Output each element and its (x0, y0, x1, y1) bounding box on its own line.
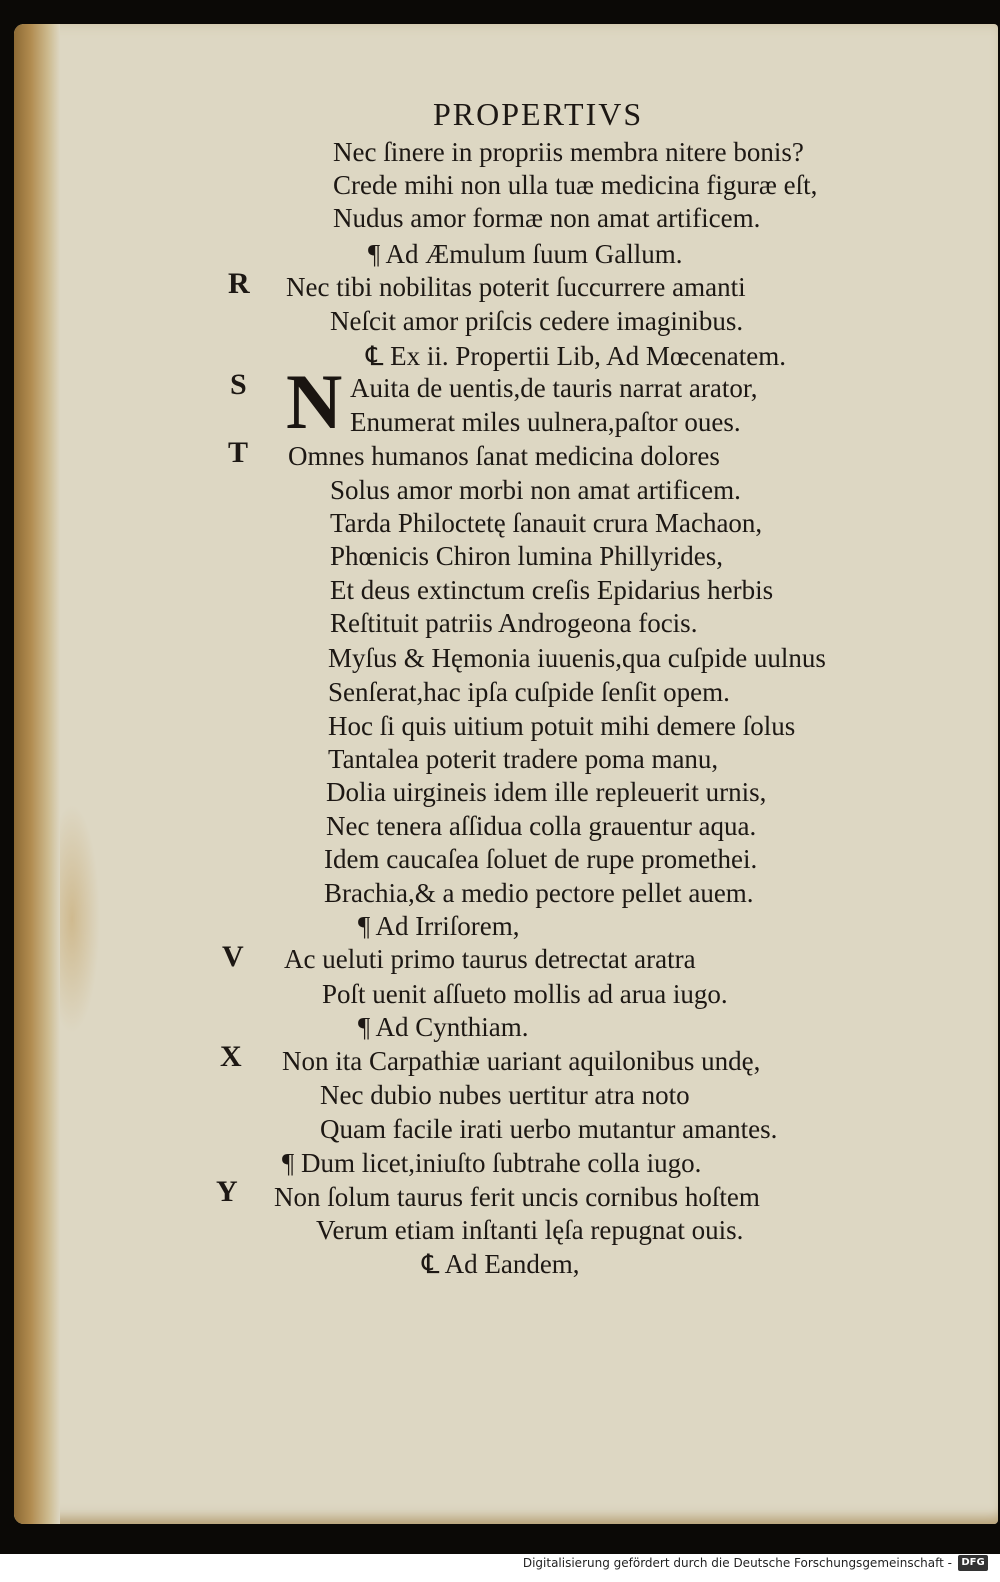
verse-line: Senſerat,hac ipſa cuſpide ſenſit opem. (328, 677, 730, 707)
verse-line: Tarda Philoctetę ſanauit crura Machaon, (330, 508, 763, 538)
margin-letter: X (220, 1040, 242, 1073)
verse-line: Neſcit amor priſcis cedere imaginibus. (330, 306, 744, 336)
verse-line: Dolia uirgineis idem ille repleuerit urnis, (326, 777, 767, 807)
margin-letter: R (228, 267, 250, 300)
verse-line: Auita de uentis,de tauris narrat arator, (350, 373, 758, 403)
verse-line: Phœnicis Chiron lumina Phillyrides, (330, 541, 724, 571)
page-stain (60, 804, 100, 1034)
margin-letter: S (230, 368, 247, 401)
verse-line: Nec ſinere in propriis membra nitere bonis? (333, 137, 804, 167)
verse-line: Crede mihi non ulla tuæ medicina figuræ eſt, (333, 170, 818, 200)
verse-line: Nec tibi nobilitas poterit ſuccurrere amanti (286, 272, 746, 302)
verse-line: Idem caucaſea ſoluet de rupe promethei. (324, 844, 758, 874)
verse-line: Ac ueluti primo taurus detrectat aratra (284, 944, 696, 974)
verse-line: Omnes humanos ſanat medicina dolores (288, 441, 720, 471)
verse-line: Non ſolum taurus ferit uncis cornibus hoſtem (274, 1182, 760, 1212)
verse-line: Verum etiam inſtanti lęſa repugnat ouis. (316, 1215, 744, 1245)
verse-line: Quam facile irati uerbo mutantur amantes. (320, 1114, 778, 1144)
running-title: PROPERTIVS (433, 96, 644, 132)
verse-line: Tantalea poterit tradere poma manu, (328, 744, 719, 774)
verse-line: Brachia,& a medio pectore pellet auem. (324, 878, 754, 908)
verse-line: Reſtituit patriis Androgeona focis. (330, 608, 698, 638)
funding-credit: Digitalisierung gefördert durch die Deutsche Forschungsgemeinschaft - (522, 1556, 952, 1570)
margin-letter: T (228, 436, 249, 469)
verse-line: Et deus extinctum creſis Epidarius herbis (330, 575, 774, 605)
verse-line: Solus amor morbi non amat artificem. (330, 475, 741, 505)
page-gutter-edge (14, 24, 60, 1524)
verse-line: Poſt uenit aſſueto mollis ad arua iugo. (322, 979, 728, 1009)
verse-line: Myſus & Hęmonia iuuenis,qua cuſpide uulnus (328, 643, 826, 673)
section-heading: ¶ Ad Irriſorem, (358, 911, 520, 941)
verse-line: Nudus amor formæ non amat artificem. (333, 203, 761, 233)
section-heading: ℄ Ad Eandem, (422, 1249, 580, 1279)
section-heading: ¶ Ad Æmulum ſuum Gallum. (368, 239, 683, 269)
decorated-initial: N (286, 358, 343, 445)
verse-line: ¶ Dum licet,iniuſto ſubtrahe colla iugo. (282, 1148, 702, 1178)
section-heading: ¶ Ad Cynthiam. (358, 1012, 529, 1042)
margin-letter: V (222, 940, 244, 973)
margin-letter: Y (216, 1175, 238, 1208)
verse-line: Non ita Carpathiæ uariant aquilonibus undę, (282, 1046, 761, 1076)
section-heading: ℄ Ex ii. Propertii Lib, Ad Mœcenatem. (366, 341, 787, 371)
verse-line: Nec tenera aſſidua colla grauentur aqua. (326, 811, 757, 841)
verse-line: Enumerat miles uulnera,paſtor oues. (350, 407, 741, 437)
dfg-logo-icon: DFG (958, 1555, 988, 1571)
verse-line: Hoc ſi quis uitium potuit mihi demere ſolus (328, 711, 796, 741)
verse-line: Nec dubio nubes uertitur atra noto (320, 1080, 690, 1110)
